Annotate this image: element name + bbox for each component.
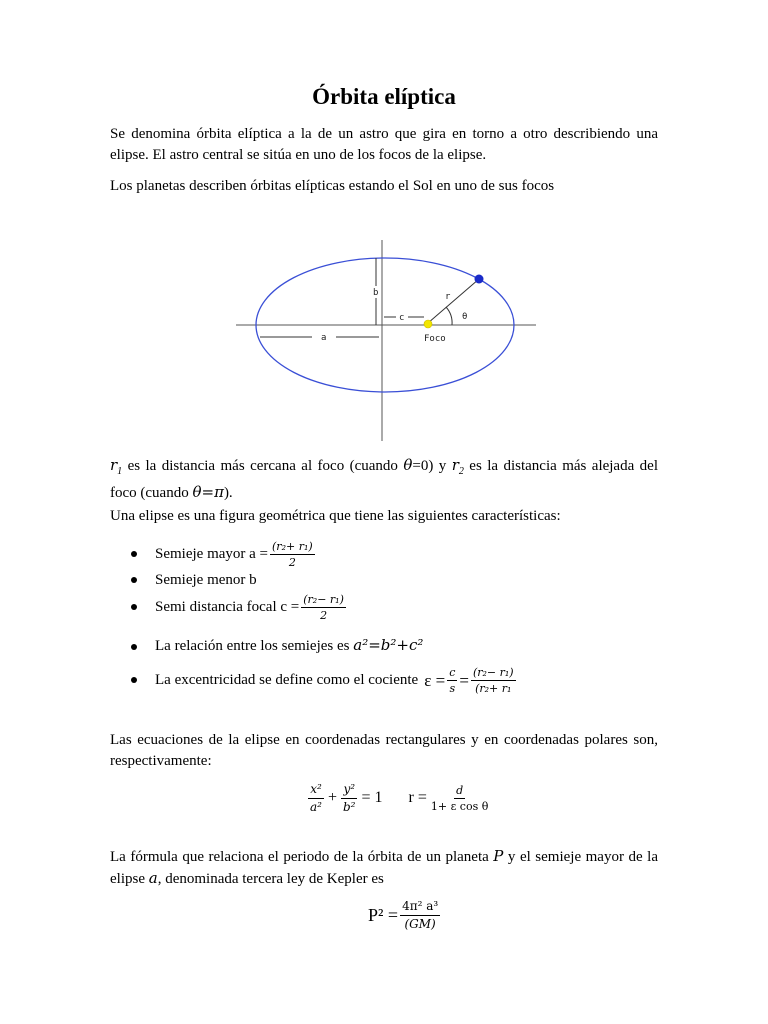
fraction-denominator: b² bbox=[343, 799, 356, 814]
kepler-formula bbox=[368, 895, 442, 935]
period-symbol: P bbox=[493, 847, 504, 865]
polar-lhs: r = bbox=[408, 789, 427, 806]
plus-sign: + bbox=[327, 789, 337, 806]
fraction-eccentricity bbox=[471, 666, 516, 695]
intro-paragraph bbox=[110, 124, 658, 166]
kepler-text-2: y el semieje mayor de la elipse bbox=[110, 849, 658, 887]
planets-paragraph: Los planetas describen órbitas elípticas estando el Sol en uno de sus focos bbox=[110, 178, 555, 194]
fraction-denominator: (GM) bbox=[404, 916, 436, 931]
r2-symbol: r bbox=[451, 456, 459, 474]
intro-text: a la de un astro que gira en torno a otro describiendo una elipse. El astro central se sitúa en uno de los focos de la elipse. bbox=[110, 126, 658, 163]
fraction-c-over-s bbox=[447, 666, 457, 695]
radius-line bbox=[428, 279, 479, 323]
ellipse-diagram bbox=[230, 236, 540, 446]
distances-text-2: =0) y bbox=[412, 458, 452, 474]
feature-semieje-menor: Semieje menor b bbox=[155, 572, 257, 588]
kepler-text-3: , denominada tercera ley de Kepler es bbox=[157, 871, 384, 887]
ellipse-equations bbox=[306, 778, 492, 818]
fraction-denominator: s bbox=[449, 681, 456, 695]
fraction-numerator: y² bbox=[341, 782, 357, 799]
kepler-paragraph bbox=[110, 846, 658, 890]
kepler-lhs: P² = bbox=[368, 904, 399, 925]
fraction bbox=[270, 540, 315, 569]
fraction-x bbox=[308, 782, 324, 815]
planet-point bbox=[475, 275, 484, 284]
page-title: Órbita elíptica bbox=[312, 84, 456, 109]
theta-arc bbox=[446, 307, 452, 325]
semiaxis-symbol: a bbox=[148, 869, 158, 887]
semiaxes-formula: a²=b²+c² bbox=[353, 636, 424, 654]
term-orbita-eliptica: Se denomina órbita elíptica bbox=[110, 126, 282, 142]
kepler-text-1: La fórmula que relaciona el periodo de la órbita de un planeta bbox=[110, 849, 494, 865]
theta-symbol: θ bbox=[403, 456, 413, 474]
distances-text-3: es la distancia más alejada del foco (cuando bbox=[110, 458, 658, 501]
distances-text-1: es la distancia más cercana al foco (cuando bbox=[122, 458, 404, 474]
fraction bbox=[301, 593, 346, 622]
bullet-dot bbox=[131, 644, 137, 650]
rectangular-rhs: = 1 bbox=[361, 789, 383, 806]
fraction-denominator: 2 bbox=[288, 555, 296, 569]
focus-point bbox=[424, 320, 432, 328]
label-c: c bbox=[399, 313, 405, 323]
bullet-dot bbox=[131, 551, 137, 557]
epsilon-symbol: ε = bbox=[424, 670, 446, 690]
bullet-dot bbox=[131, 577, 137, 583]
fraction-numerator: (r₂− r₁) bbox=[303, 592, 344, 606]
fraction-numerator: (r₂− r₁) bbox=[472, 665, 514, 679]
features-intro: Una elipse es una figura geométrica que tiene las siguientes características: bbox=[110, 508, 561, 524]
feature-relacion-semiejes bbox=[155, 635, 423, 657]
label-a: a bbox=[321, 333, 327, 343]
feature-semieje-mayor bbox=[155, 538, 317, 570]
label-theta: θ bbox=[462, 312, 468, 322]
r1-subscript: 1 bbox=[117, 466, 123, 477]
fraction-numerator: c bbox=[449, 665, 456, 679]
distances-paragraph bbox=[110, 455, 658, 504]
fraction-y bbox=[341, 782, 358, 815]
fraction-numerator: d bbox=[456, 783, 464, 797]
r1-symbol: r bbox=[110, 456, 118, 474]
label-focus: Foco bbox=[424, 334, 446, 344]
fraction-denominator: 2 bbox=[320, 608, 328, 622]
fraction-kepler bbox=[400, 899, 440, 932]
equations-paragraph: Las ecuaciones de la elipse en coordenadas rectangulares y en coordenadas polares son, respectivamente: bbox=[110, 732, 658, 769]
bullet-dot bbox=[131, 604, 137, 610]
feature-text: La excentricidad se define como el cociente bbox=[155, 671, 419, 688]
feature-text: La relación entre los semiejes es bbox=[155, 638, 350, 654]
feature-text: Semieje mayor a = bbox=[155, 545, 269, 562]
distances-text-4: ). bbox=[223, 485, 233, 501]
feature-semi-distancia-focal bbox=[155, 591, 348, 623]
fraction-numerator: (r₂+ r₁) bbox=[272, 539, 313, 553]
feature-text: Semi distancia focal c = bbox=[155, 598, 300, 615]
label-b: b bbox=[373, 288, 379, 298]
fraction-denominator: a² bbox=[310, 799, 322, 814]
theta-pi: θ=π bbox=[192, 483, 224, 501]
fraction-denominator: 1+ ε cos θ bbox=[430, 799, 489, 813]
feature-excentricidad bbox=[155, 662, 518, 698]
fraction-numerator: 4π² a³ bbox=[400, 899, 440, 916]
r2-subscript: 2 bbox=[458, 466, 464, 477]
fraction-denominator: (r₂+ r₁ bbox=[475, 681, 512, 695]
equals-sign: = bbox=[459, 670, 469, 690]
fraction-numerator: x² bbox=[308, 782, 324, 799]
fraction-polar bbox=[429, 784, 490, 813]
bullet-dot bbox=[131, 677, 137, 683]
label-r: r bbox=[445, 292, 451, 302]
